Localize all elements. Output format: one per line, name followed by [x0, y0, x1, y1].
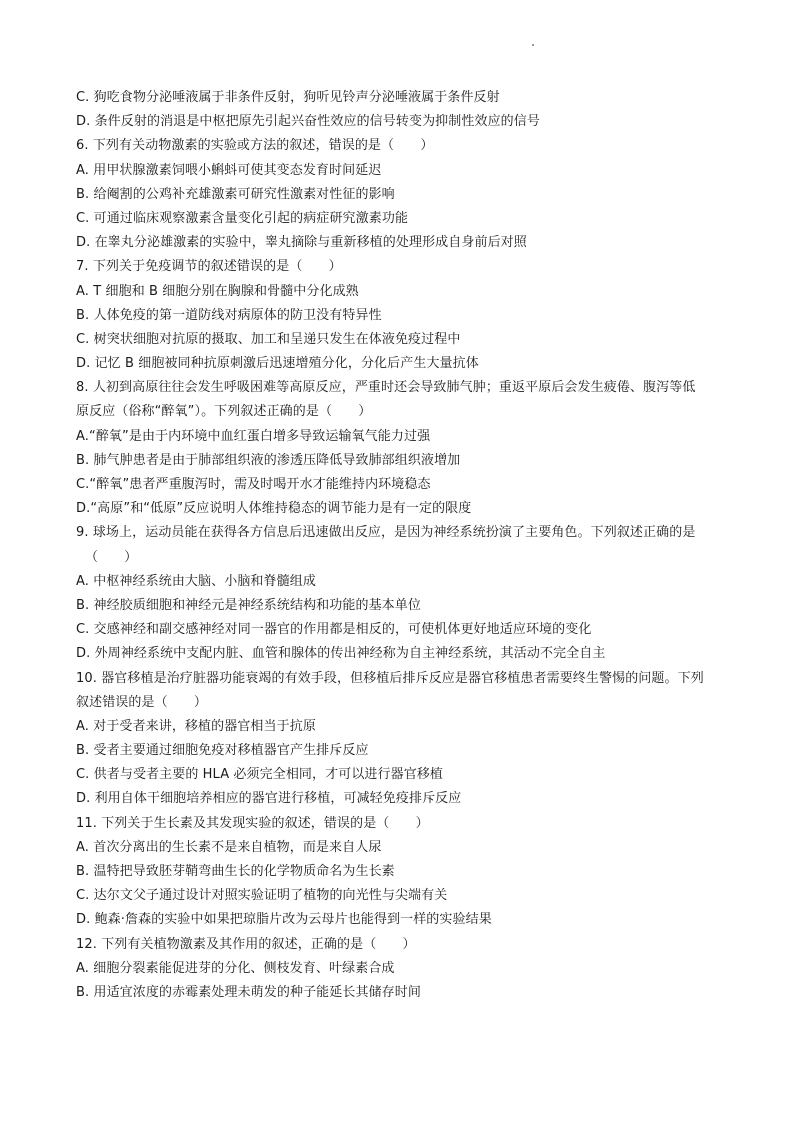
option-6a: A. 用甲状腺激素饲喂小蝌蚪可使其变态发育时间延迟 [76, 162, 382, 178]
option-8a: A.“醉氧”是由于内环境中血红蛋白增多导致运输氧气能力过强 [76, 428, 431, 444]
question-9-line-1: 9. 球场上，运动员能在获得各方信息后迅速做出反应，是因为神经系统扮演了主要角色。下列叙述正确的是 [76, 525, 696, 541]
option-5d: D. 条件反射的消退是中枢把原先引起兴奋性效应的信号转变为抑制性效应的信号 [76, 114, 540, 130]
question-8-line-2: 原反应（俗称“醉氧”）。下列叙述正确的是（ ） [76, 404, 372, 420]
question-9-line-2: （ ） [85, 549, 138, 565]
option-10b: B. 受者主要通过细胞免疫对移植器官产生排斥反应 [76, 743, 369, 759]
option-6b: B. 给阉割的公鸡补充雄激素可研究性激素对性征的影响 [76, 186, 395, 202]
option-10c: C. 供者与受者主要的 HLA 必须完全相同，才可以进行器官移植 [76, 767, 444, 783]
option-11c: C. 达尔文父子通过设计对照实验证明了植物的向光性与尖端有关 [76, 888, 448, 904]
option-6c: C. 可通过临床观察激素含量变化引起的病症研究激素功能 [76, 210, 409, 226]
option-11a: A. 首次分离出的生长素不是来自植物，而是来自人尿 [76, 839, 382, 855]
question-10-line-2: 叙述错误的是（ ） [76, 694, 208, 710]
option-7b: B. 人体免疫的第一道防线对病原体的防卫没有特异性 [76, 307, 382, 323]
question-7: 7. 下列关于免疫调节的叙述错误的是（ ） [76, 259, 342, 275]
option-9d: D. 外周神经系统中支配内脏、血管和腺体的传出神经称为自主神经系统，其活动不完全自主 [76, 646, 606, 662]
question-text-block [76, 86, 726, 1005]
question-12: 12. 下列有关植物激素及其作用的叙述，正确的是（ ） [76, 936, 416, 952]
option-6d: D. 在睾丸分泌雄激素的实验中，睾丸摘除与重新移植的处理形成自身前后对照 [76, 235, 527, 251]
option-11b: B. 温特把导致胚芽鞘弯曲生长的化学物质命名为生长素 [76, 864, 395, 879]
option-5c: C. 狗吃食物分泌唾液属于非条件反射，狗听见铃声分泌唾液属于条件反射 [76, 90, 500, 105]
option-8b: B. 肺气肿患者是由于肺部组织液的渗透压降低导致肺部组织液增加 [76, 452, 461, 468]
option-10d: D. 利用自体干细胞培养相应的器官进行移植，可减轻免疫排斥反应 [76, 791, 462, 807]
option-8d: D.“高原”和“低原”反应说明人体维持稳态的调节能力是有一定的限度 [76, 501, 472, 517]
option-12b: B. 用适宜浓度的赤霉素处理未萌发的种子能延长其储存时间 [76, 984, 421, 1000]
option-9c: C. 交感神经和副交感神经对同一器官的作用都是相反的，可使机体更好地适应环境的变化 [76, 622, 592, 638]
question-10-line-1: 10. 器官移植是治疗脏器功能衰竭的有效手段，但移植后排斥反应是器官移植患者需要终生警惕的问题。下列 [76, 670, 704, 686]
question-11: 11. 下列关于生长素及其发现实验的叙述，错误的是（ ） [76, 815, 429, 831]
scan-dot [532, 44, 534, 46]
question-8-line-1: 8. 人初到高原往往会发生呼吸困难等高原反应，严重时还会导致肺气肿；重返平原后会发生疲倦、腹泻等低 [76, 380, 696, 396]
option-7d: D. 记忆 B 细胞被同种抗原刺激后迅速增殖分化，分化后产生大量抗体 [76, 356, 479, 372]
option-12a: A. 细胞分裂素能促进芽的分化、侧枝发育、叶绿素合成 [76, 960, 395, 976]
option-11d: D. 鲍森·詹森的实验中如果把琼脂片改为云母片也能得到一样的实验结果 [76, 912, 492, 928]
option-9b: B. 神经胶质细胞和神经元是神经系统结构和功能的基本单位 [76, 597, 421, 613]
option-8c: C.“醉氧”患者严重腹泻时，需及时喝开水才能维持内环境稳态 [76, 477, 431, 492]
question-6: 6. 下列有关动物激素的实验或方法的叙述，错误的是（ ） [76, 138, 434, 154]
option-10a: A. 对于受者来讲，移植的器官相当于抗原 [76, 718, 316, 734]
option-7c: C. 树突状细胞对抗原的摄取、加工和呈递只发生在体液免疫过程中 [76, 331, 461, 347]
option-9a: A. 中枢神经系统由大脑、小脑和脊髓组成 [76, 573, 316, 589]
option-7a: A. T 细胞和 B 细胞分别在胸腺和骨髓中分化成熟 [76, 283, 359, 299]
